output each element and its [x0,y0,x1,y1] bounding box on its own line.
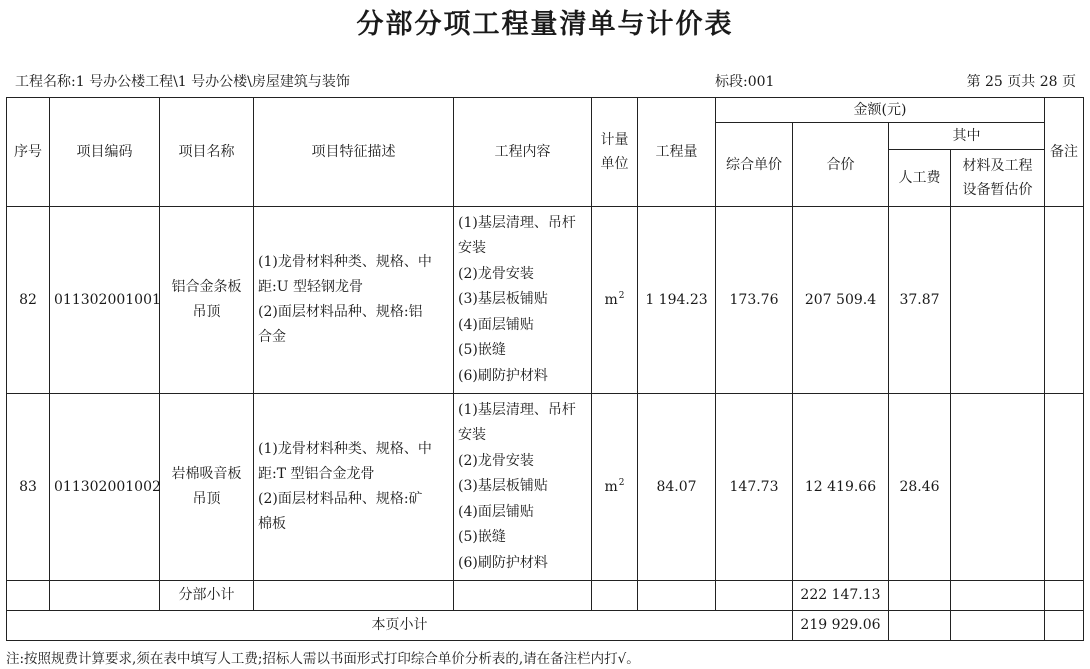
row-unit: $m^2$ [592,207,638,394]
header-unit: 计量 单位 [592,98,638,207]
row-total: 207 509.4 [793,207,889,394]
header-content: 工程内容 [454,98,592,207]
header-code: 项目编码 [50,98,160,207]
header-amount: 金额(元) [716,98,1045,123]
row-unit: $m^2$ [592,394,638,581]
row-feature: (1)龙骨材料种类、规格、中 距:T 型铝合金龙骨 (2)面层材料品种、规格:矿 棉板 [254,394,454,581]
row-code: 011302001002 [50,394,160,581]
header-unit-price: 综合单价 [716,123,793,207]
row-labor: 37.87 [889,207,951,394]
subtotal-label: 分部小计 [160,581,254,611]
page-total-total: 219 929.06 [793,611,889,641]
header-of-which: 其中 [889,123,1045,150]
row-index: 82 [7,207,50,394]
header-labor: 人工费 [889,150,951,207]
header-material: 材料及工程 设备暂估价 [951,150,1045,207]
header-feature: 项目特征描述 [254,98,454,207]
row-content: (1)基层清理、吊杆 安装 (2)龙骨安装 (3)基层板铺贴 (4)面层铺贴 (5)嵌缝 (6)刷防护材料 [454,207,592,394]
row-quantity: 1 194.23 [638,207,716,394]
subtotal-total: 222 147.13 [793,581,889,611]
page-title: 分部分项工程量清单与计价表 [356,9,734,40]
header-remark: 备注 [1045,98,1084,207]
row-content: (1)基层清理、吊杆 安装 (2)龙骨安装 (3)基层板铺贴 (4)面层铺贴 (5)嵌缝 (6)刷防护材料 [454,394,592,581]
section-label: 标段:001 [715,74,775,90]
row-unit-price: 173.76 [716,207,793,394]
row-remark [1045,394,1084,581]
page-total-row [7,611,1084,641]
row-name: 铝合金条板 吊顶 [160,207,254,394]
footnote: 注:按照规费计算要求,须在表中填写人工费;招标人需以书面形式打印综合单价分析表的,请在备注栏内打√。 [6,651,640,667]
row-total: 12 419.66 [793,394,889,581]
table-row [7,394,1084,581]
page-number: 第 25 页共 28 页 [966,74,1076,90]
row-name: 岩棉吸音板 吊顶 [160,394,254,581]
header-name: 项目名称 [160,98,254,207]
row-remark [1045,207,1084,394]
project-name: 工程名称:1 号办公楼工程\1 号办公楼\房屋建筑与装饰 [15,74,350,90]
subtotal-row [7,581,1084,611]
page-total-label: 本页小计 [7,611,793,641]
row-material [951,207,1045,394]
row-labor: 28.46 [889,394,951,581]
header-index: 序号 [7,98,50,207]
row-unit-price: 147.73 [716,394,793,581]
header-total: 合价 [793,123,889,207]
table-row [7,207,1084,394]
row-code: 011302001001 [50,207,160,394]
row-feature: (1)龙骨材料种类、规格、中 距:U 型轻钢龙骨 (2)面层材料品种、规格:铝 合金 [254,207,454,394]
row-quantity: 84.07 [638,394,716,581]
header-quantity: 工程量 [638,98,716,207]
bill-table [6,97,1084,641]
row-index: 83 [7,394,50,581]
row-material [951,394,1045,581]
